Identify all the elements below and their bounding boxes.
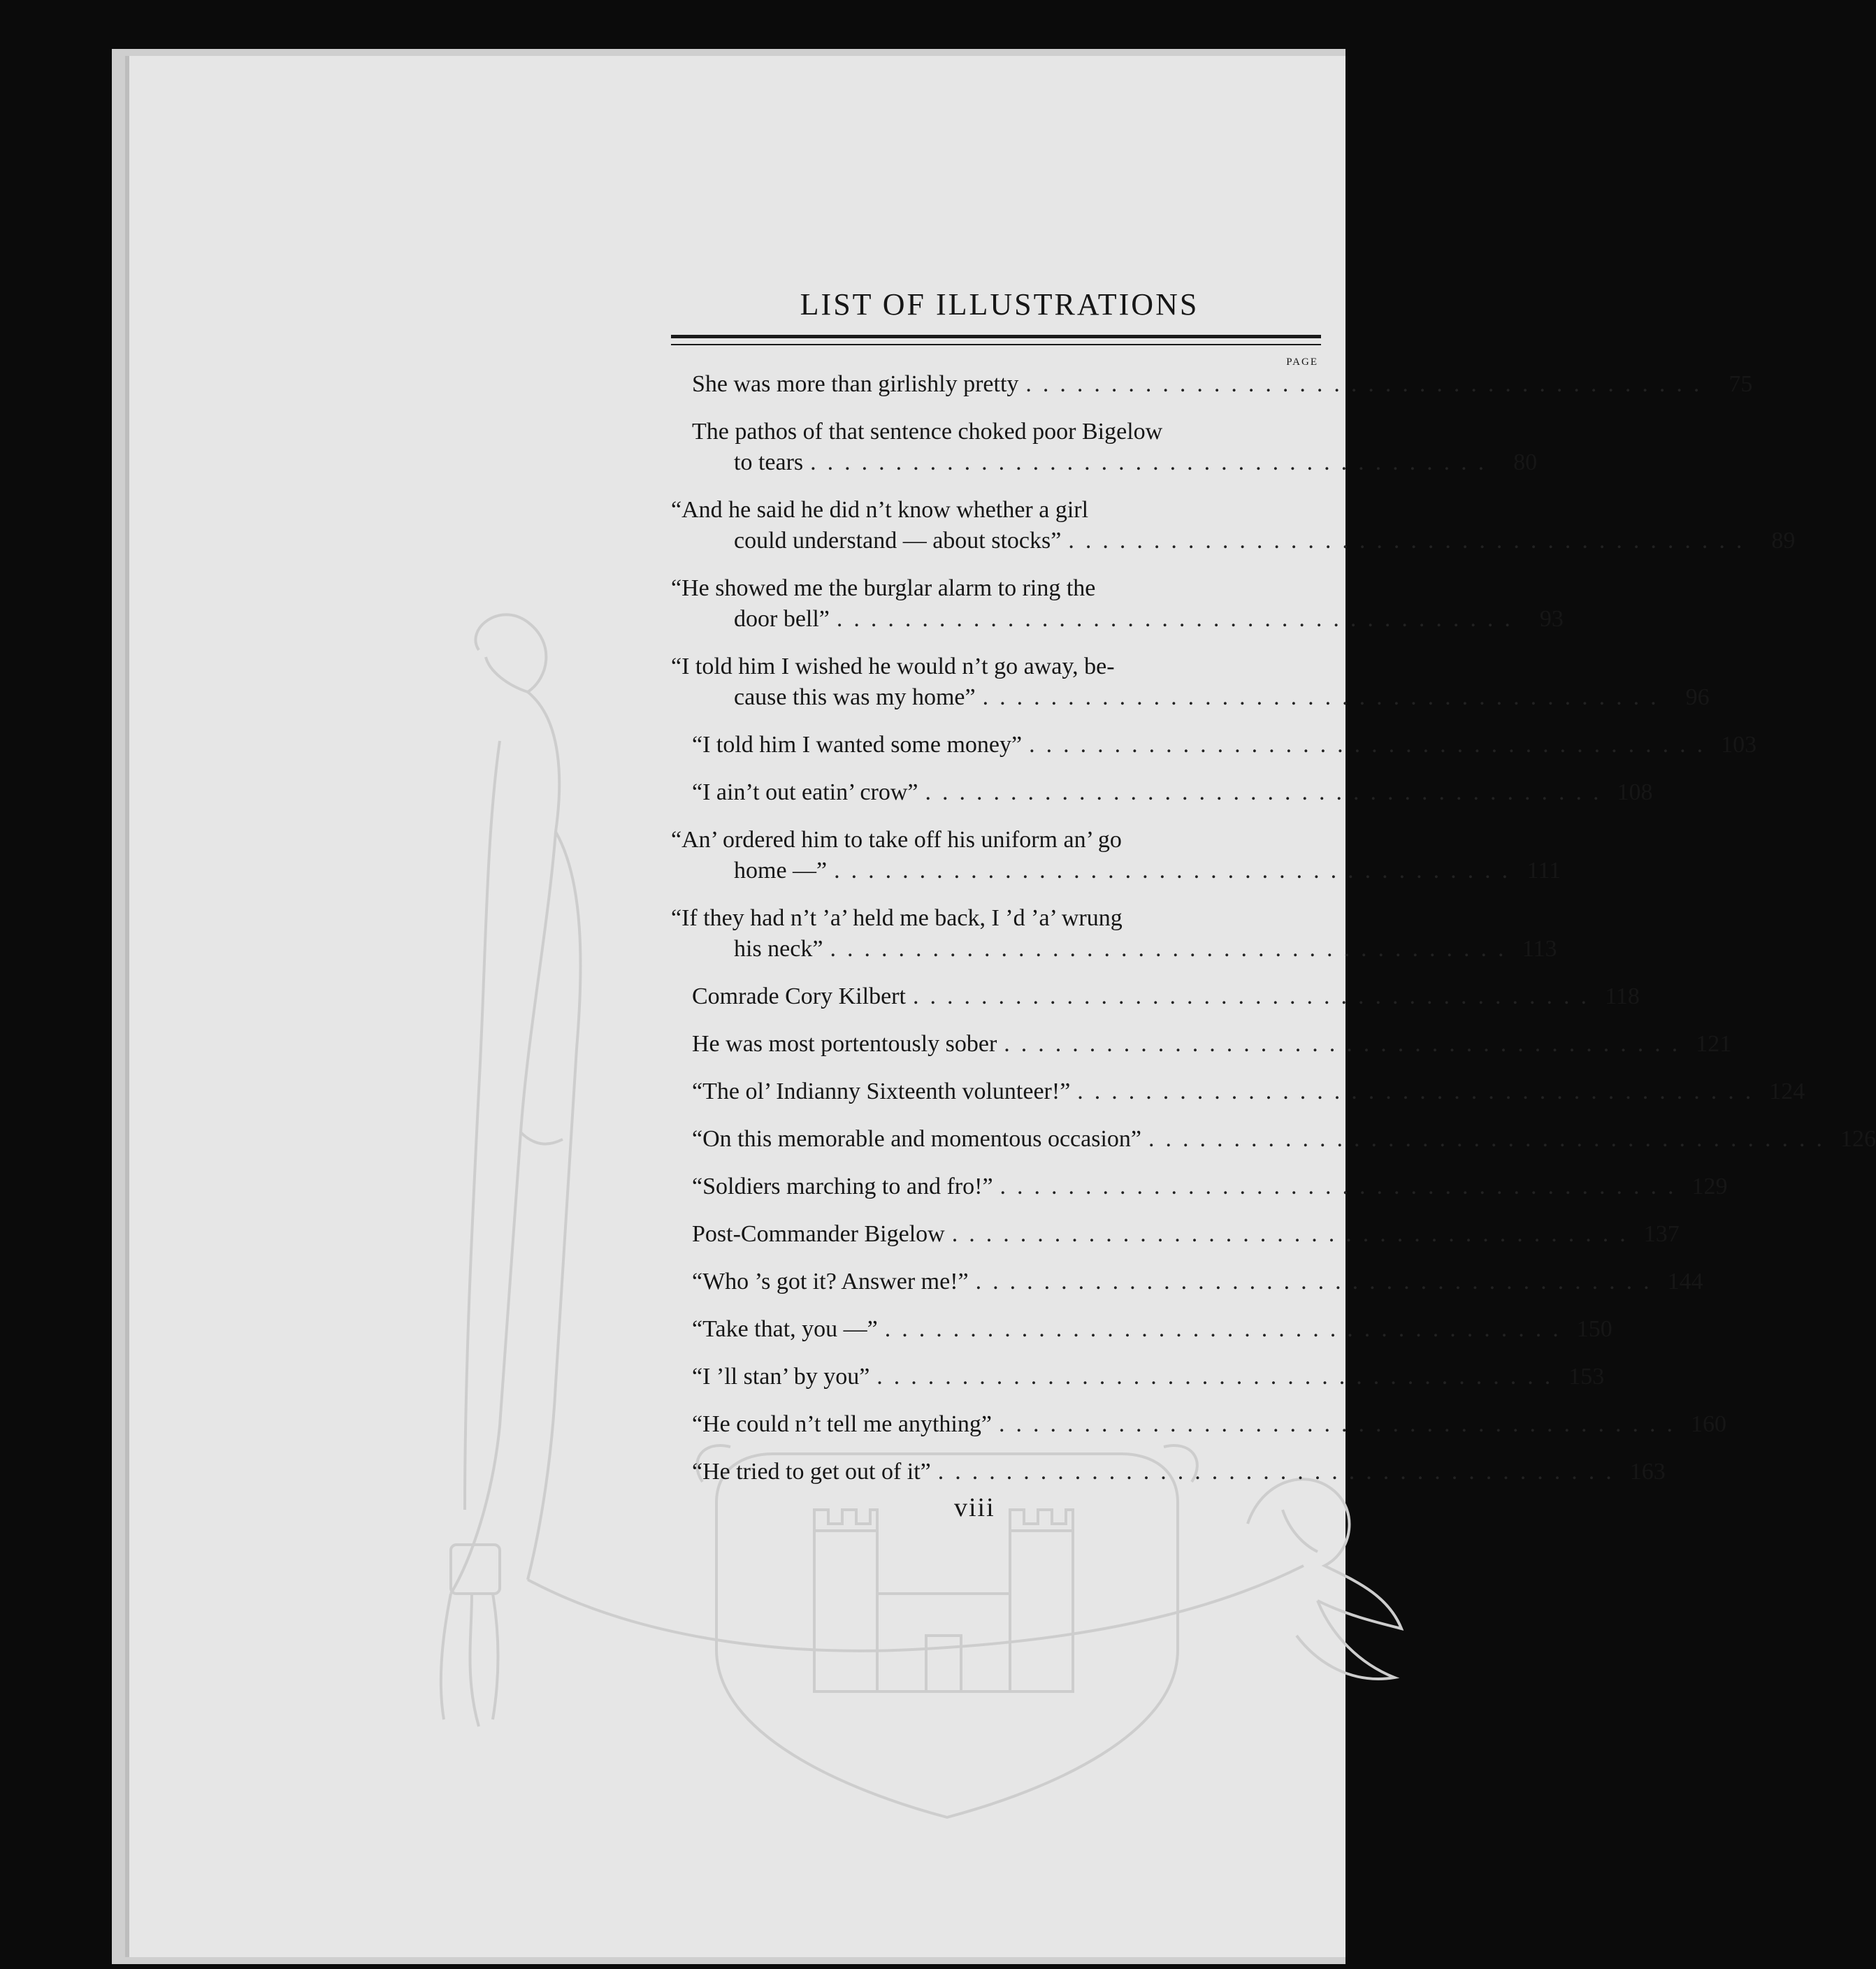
- entry-caption-line: his neck”: [734, 936, 823, 962]
- illustration-entry: [671, 1362, 1605, 1392]
- illustration-entry: [671, 573, 1564, 635]
- illustration-entry: [671, 417, 1538, 478]
- dot-leader: ........................................: [884, 1316, 1570, 1342]
- entry-page-number: 129: [1691, 1174, 1728, 1199]
- illustration-entry: [671, 981, 1640, 1012]
- illustration-entry: [671, 777, 1653, 808]
- entry-caption-line: cause this was my home”: [734, 684, 976, 710]
- entry-caption-line: “He showed me the burglar alarm to ring the: [671, 575, 1096, 601]
- dot-leader: ........................................: [937, 1459, 1623, 1485]
- entry-page-number: 121: [1696, 1031, 1732, 1057]
- entry-caption-line: “He tried to get out of it”: [692, 1459, 931, 1485]
- entry-page-number: 126: [1840, 1126, 1876, 1152]
- entry-caption-line: The pathos of that sentence choked poor Bigelow: [692, 419, 1163, 445]
- illustration-entry: [671, 903, 1557, 965]
- dot-leader: ........................................: [912, 983, 1598, 1009]
- entry-caption-line: “Soldiers marching to and fro!”: [692, 1174, 993, 1199]
- dot-leader: ........................................: [998, 1411, 1684, 1437]
- entry-caption-line: “He could n’t tell me anything”: [692, 1411, 992, 1437]
- dot-leader: ........................................: [982, 684, 1668, 710]
- entry-caption-line: “If they had n’t ’a’ held me back, I ’d ’a’ wrung: [671, 905, 1123, 931]
- entry-caption-line: “The ol’ Indianny Sixteenth volunteer!”: [692, 1079, 1071, 1104]
- entry-caption-line: to tears: [734, 449, 804, 475]
- page-column-label: PAGE: [1286, 356, 1318, 368]
- dot-leader: ........................................: [876, 1364, 1562, 1390]
- entry-page-number: 75: [1729, 371, 1753, 397]
- entry-caption-line: door bell”: [734, 606, 830, 632]
- entry-caption-line: could understand — about stocks”: [734, 528, 1062, 554]
- book-page: [129, 56, 1876, 1957]
- illustration-entry: [671, 730, 1757, 760]
- entry-caption-line: Comrade Cory Kilbert: [692, 983, 906, 1009]
- dot-leader: ........................................: [836, 606, 1522, 632]
- illustration-list: [671, 369, 1876, 1487]
- illustration-entry: [671, 1124, 1876, 1155]
- entry-page-number: 89: [1771, 528, 1796, 554]
- title-rule-thin: [671, 344, 1321, 345]
- entry-page-number: 153: [1568, 1364, 1605, 1390]
- entry-caption-line: “I told him I wanted some money”: [692, 732, 1023, 758]
- illustration-entry: [671, 825, 1561, 886]
- entry-page-number: 124: [1769, 1079, 1805, 1104]
- entry-caption-line: He was most portentously sober: [692, 1031, 997, 1057]
- entry-page-number: 137: [1643, 1221, 1680, 1247]
- dot-leader: ........................................: [1004, 1031, 1689, 1057]
- entry-page-number: 93: [1539, 606, 1564, 632]
- entry-caption-line: “I ain’t out eatin’ crow”: [692, 779, 918, 805]
- entry-page-number: 118: [1605, 983, 1640, 1009]
- entry-page-number: 150: [1576, 1316, 1612, 1342]
- dot-leader: ........................................: [1148, 1126, 1833, 1152]
- dot-leader: ........................................: [975, 1269, 1661, 1294]
- entry-caption-line: home —”: [734, 858, 828, 883]
- entry-caption-line: Post-Commander Bigelow: [692, 1221, 945, 1247]
- entry-page-number: 163: [1629, 1459, 1666, 1485]
- dot-leader: ........................................: [830, 936, 1515, 962]
- list-of-illustrations: [671, 287, 1876, 1504]
- entry-page-number: 108: [1617, 779, 1653, 805]
- entry-caption-line: “Take that, you —”: [692, 1316, 878, 1342]
- entry-page-number: 111: [1527, 858, 1561, 883]
- entry-page-number: 113: [1522, 936, 1557, 962]
- illustration-entry: [671, 1457, 1666, 1487]
- dot-leader: ........................................: [1068, 528, 1754, 554]
- dot-leader: ........................................: [834, 858, 1520, 883]
- illustration-entry: [671, 1171, 1728, 1202]
- page-title: LIST OF ILLUSTRATIONS: [800, 287, 1199, 322]
- dot-leader: ........................................: [810, 449, 1496, 475]
- entry-page-number: 160: [1690, 1411, 1726, 1437]
- illustration-entry: [671, 1076, 1805, 1107]
- illustration-entry: [671, 369, 1753, 400]
- entry-caption-line: “And he said he did n’t know whether a girl: [671, 497, 1089, 523]
- dot-leader: ........................................: [1000, 1174, 1685, 1199]
- entry-page-number: 103: [1721, 732, 1757, 758]
- entry-caption-line: She was more than girlishly pretty: [692, 371, 1019, 397]
- dot-leader: ........................................: [1029, 732, 1715, 758]
- entry-page-number: 96: [1685, 684, 1710, 710]
- entry-caption-line: “Who ’s got it? Answer me!”: [692, 1269, 969, 1294]
- entry-caption-line: “I ’ll stan’ by you”: [692, 1364, 870, 1390]
- illustration-entry: [671, 1409, 1726, 1440]
- illustration-entry: [671, 1219, 1680, 1250]
- entry-caption-line: “On this memorable and momentous occasion”: [692, 1126, 1141, 1152]
- dot-leader: ........................................: [925, 779, 1610, 805]
- entry-page-number: 144: [1667, 1269, 1703, 1294]
- dot-leader: ........................................: [1025, 371, 1711, 397]
- illustration-entry: [671, 495, 1796, 556]
- page-number-folio: viii: [954, 1493, 995, 1522]
- entry-caption-line: “I told him I wished he would n’t go away, be-: [671, 654, 1115, 679]
- illustration-entry: [671, 1314, 1612, 1345]
- illustration-entry: [671, 1267, 1703, 1297]
- illustration-entry: [671, 1029, 1732, 1060]
- illustration-entry: [671, 651, 1710, 713]
- dot-leader: ........................................: [1077, 1079, 1763, 1104]
- entry-caption-line: “An’ ordered him to take off his uniform an’ go: [671, 827, 1122, 853]
- title-rule-thick: [671, 335, 1321, 338]
- entry-page-number: 80: [1513, 449, 1538, 475]
- dot-leader: ........................................: [951, 1221, 1637, 1247]
